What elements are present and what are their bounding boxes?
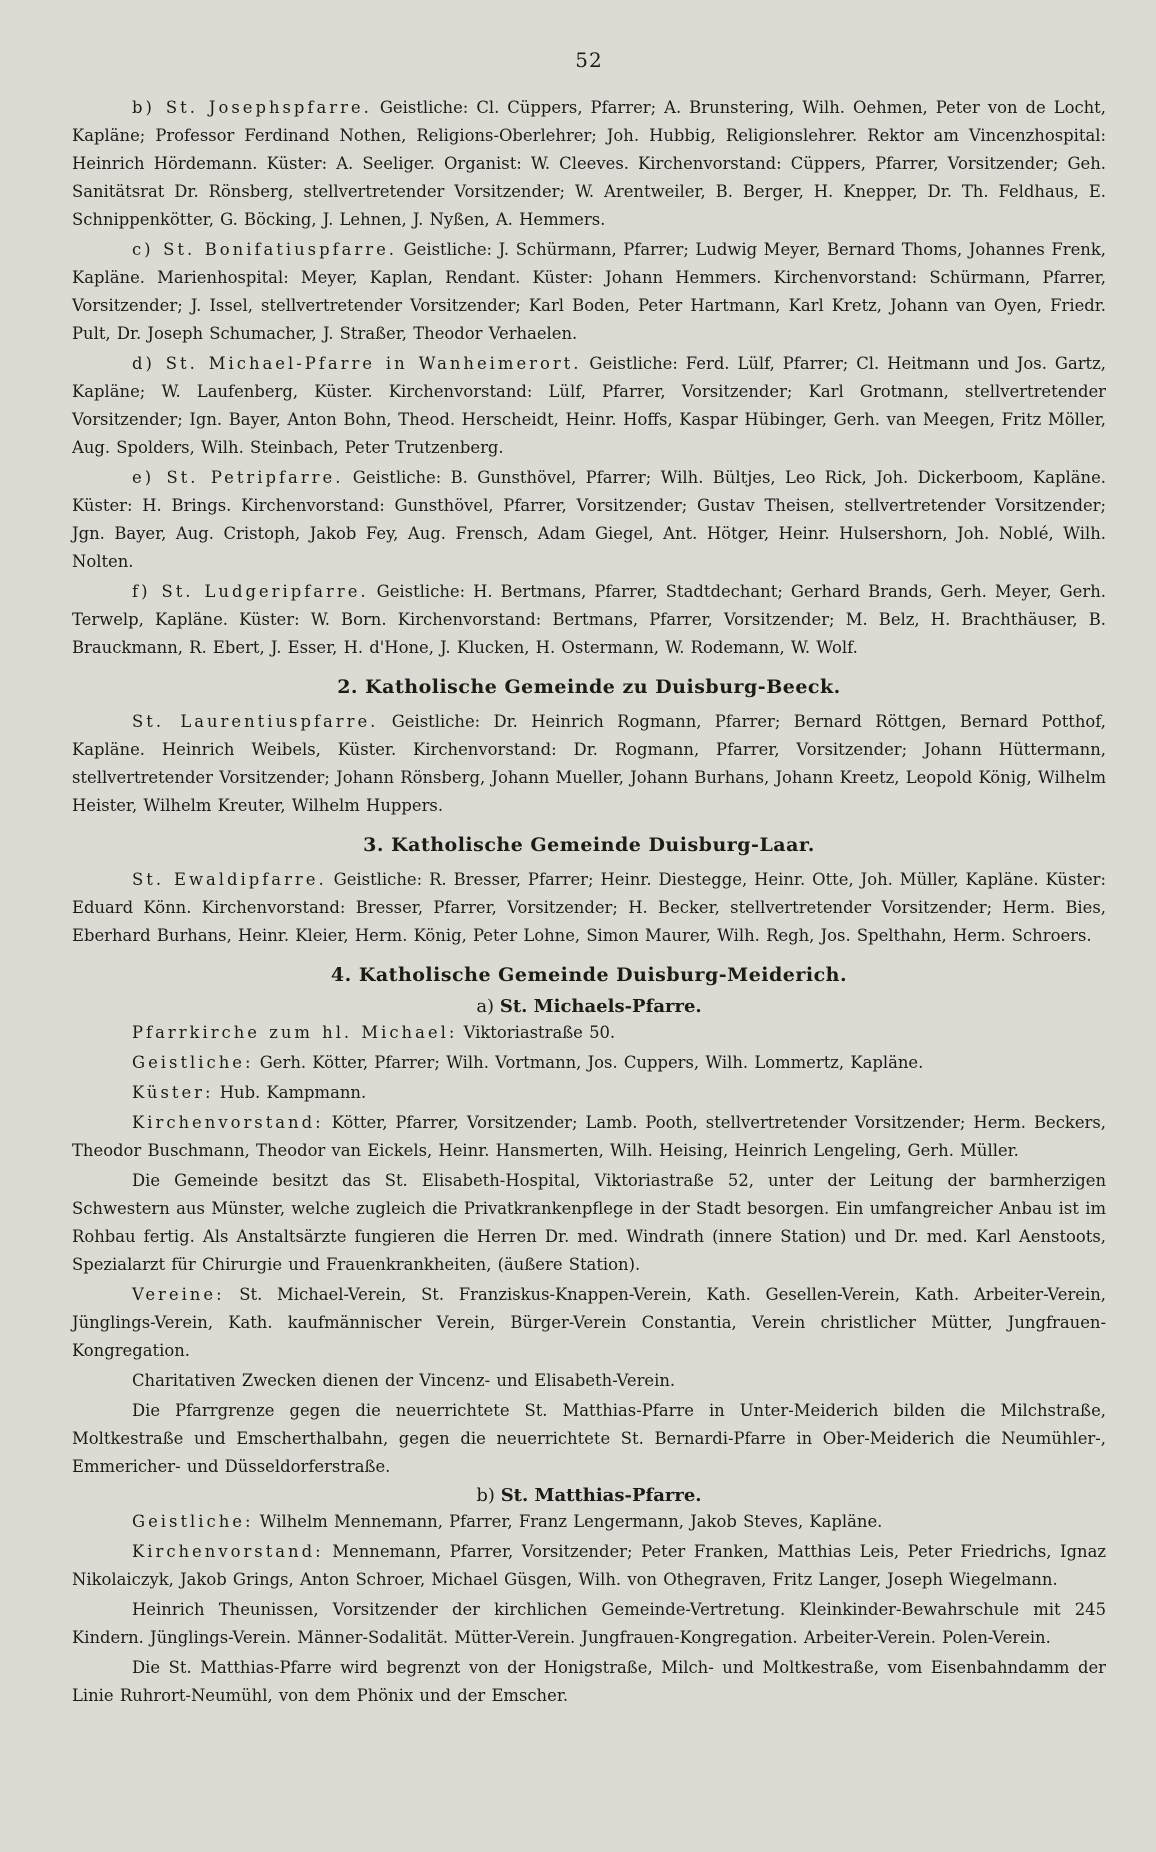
michaels-subheading (72, 996, 1106, 1017)
michaels-kuester-line (72, 1079, 1106, 1107)
ludgeri-text: Geistliche: H. Bertmans, Pfarrer, Stadtdechant; Gerhard Brands, Gerh. Meyer, Gerh. Terwelp, Kapläne. Küster: W. Born. Kirchenvorstand: Bertmans, Pfarrer, Vorsitzender; M. Belz, H. Brachthäuser, B. Brauckmann, R. Ebert, J. Esser, H. d'Hone, J. Klucken, H. Ostermann, W. Rodemann, W. Wolf. (72, 582, 1106, 657)
michaels-kuester-text: Hub. Kampmann. (219, 1083, 367, 1102)
meiderich-heading: 4. Katholische Gemeinde Duisburg-Meiderich. (330, 964, 848, 986)
michaels-subheading-name: St. Michaels-Pfarre. (499, 996, 702, 1017)
matthias-subheading-prefix: b) (476, 1485, 495, 1506)
michaels-vorstand-label: Kirchenvorstand: (132, 1113, 324, 1132)
laurentius-paragraph (72, 708, 1106, 820)
vereine-text: St. Michael-Verein, St. Franziskus-Knappen-Verein, Kath. Gesellen-Verein, Kath. Arbeiter-Verein, Jünglings-Verein, Kath. kaufmännischer Verein, Bürger-Verein Constantia, Verein christlicher Mütter, Jungfrauen-Kongregation. (72, 1285, 1106, 1360)
meiderich-section (72, 964, 1106, 1710)
michaels-vorstand-line (72, 1109, 1106, 1165)
beeck-heading: 2. Katholische Gemeinde zu Duisburg-Beeck. (337, 676, 841, 698)
matthias-grenze-paragraph: Die St. Matthias-Pfarre wird begrenzt von der Honigstraße, Milch- und Moltkestraße, vom Eisenbahndamm der Linie Ruhrort-Neumühl, von dem Phönix und der Emscher. (72, 1658, 1106, 1705)
michaels-geistliche-line (72, 1049, 1106, 1077)
petri-paragraph (72, 464, 1106, 576)
ewaldi-text: Geistliche: R. Bresser, Pfarrer; Heinr. Diestegge, Heinr. Otte, Joh. Müller, Kapläne. Küster: Eduard Könn. Kirchenvorstand: Bresser, Pfarrer, Vorsitzender; H. Becker, stellvertretender Vorsitzender; Herm. Bies, Eberhard Burhans, Heinr. Kleier, Herm. König, Peter Lohne, Simon Maurer, Wilh. Regh, Jos. Spelthahn, Herm. Schroers. (72, 870, 1107, 945)
josephs-text: Geistliche: Cl. Cüppers, Pfarrer; A. Brunstering, Wilh. Oehmen, Peter von de Locht, Kapläne; Professor Ferdinand Nothen, Religions-Oberlehrer; Joh. Hubbig, Religionslehrer. Rektor am Vincenzhospital: Heinrich Hördemann. Küster: A. Seeliger. Organist: W. Cleeves. Kirchenvorstand: Cüppers, Pfarrer, Vorsitzender; Geh. Sanitätsrat Dr. Rönsberg, stellvertretender Vorsitzender; W. Arentweiler, B. Berger, H. Knepper, Dr. Th. Feldhaus, E. Schnippenkötter, G. Böcking, J. Lehnen, J. Nyßen, A. Hemmers. (72, 98, 1106, 229)
ewaldi-paragraph (72, 866, 1106, 950)
matthias-subheading (72, 1485, 1106, 1506)
bonifatius-paragraph (72, 236, 1106, 348)
bonifatius-text: Geistliche: J. Schürmann, Pfarrer; Ludwig Meyer, Bernard Thoms, Johannes Frenk, Kapläne. Marienhospital: Meyer, Kaplan, Rendant. Küster: Johann Hemmers. Kirchenvorstand: Schürmann, Pfarrer, Vorsitzender; J. Issel, stellvertretender Vorsitzender; Karl Boden, Peter Hartmann, Karl Kretz, Johann van Oyen, Friedr. Pult, Dr. Joseph Schumacher, J. Straßer, Theodor Verhaelen. (72, 240, 1106, 343)
michaels-geistliche-text: Gerh. Kötter, Pfarrer; Wilh. Vortmann, Jos. Cuppers, Wilh. Lommertz, Kapläne. (259, 1053, 924, 1072)
josephs-label: b) St. Josephspfarre. (132, 98, 372, 117)
theunissen-paragraph: Heinrich Theunissen, Vorsitzender der kirchlichen Gemeinde-Vertretung. Kleinkinder-Bewahrschule mit 245 Kindern. Jünglings-Verein. Männer-Sodalität. Mütter-Verein. Jungfrauen-Kongregation. Arbeiter-Verein. Polen-Verein. (72, 1600, 1106, 1647)
laurentius-text: Geistliche: Dr. Heinrich Rogmann, Pfarrer; Bernard Röttgen, Bernard Potthof, Kapläne. Heinrich Weibels, Küster. Kirchenvorstand: Dr. Rogmann, Pfarrer, Vorsitzender; Johann Hüttermann, stellvertretender Vorsitzender; Johann Rönsberg, Johann Mueller, Johann Burhans, Johann Kreetz, Leopold König, Wilhelm Heister, Wilhelm Kreuter, Wilhelm Huppers. (72, 712, 1106, 815)
ludgeri-label: f) St. Ludgeripfarre. (132, 582, 369, 601)
michaels-kuester-label: Küster: (132, 1083, 214, 1102)
michaels-geistliche-label: Geistliche: (132, 1053, 254, 1072)
petri-text: Geistliche: B. Gunsthövel, Pfarrer; Wilh. Bültjes, Leo Rick, Joh. Dickerboom, Kapläne. Küster: H. Brings. Kirchenvorstand: Gunsthövel, Pfarrer, Vorsitzender; Gustav Theisen, stellvertretender Vorsitzender; Jgn. Bayer, Aug. Cristoph, Jakob Fey, Aug. Frensch, Adam Giegel, Ant. Hötger, Heinr. Hulsershorn, Joh. Noblé, Wilh. Nolten. (72, 468, 1106, 571)
laar-heading: 3. Katholische Gemeinde Duisburg-Laar. (363, 834, 815, 856)
hospital-paragraph: Die Gemeinde besitzt das St. Elisabeth-Hospital, Viktoriastraße 52, unter der Leitung der barmherzigen Schwestern aus Münster, welche zugleich die Privatkrankenpflege in der Stadt besorgen. Ein umfangreicher Anbau ist im Rohbau fertig. Als Anstaltsärzte fungieren die Herren Dr. med. Windrath (innere Station) und Dr. med. Karl Aenstoots, Spezialarzt für Chirurgie und Frauenkrankheiten, (äußere Station). (72, 1171, 1106, 1274)
petri-label: e) St. Petripfarre. (132, 468, 344, 487)
vereine-paragraph (72, 1281, 1106, 1365)
ludgeri-paragraph (72, 578, 1106, 662)
michaels-vorstand-text: Kötter, Pfarrer, Vorsitzender; Lamb. Pooth, stellvertretender Vorsitzender; Herm. Beckers, Theodor Buschmann, Theodor van Eickels, Heinr. Hansmerten, Wilh. Heising, Heinrich Lengeling, Gerh. Müller. (72, 1113, 1106, 1160)
page-number: 52 (575, 48, 603, 72)
matthias-geistliche-text: Wilhelm Mennemann, Pfarrer, Franz Lengermann, Jakob Steves, Kapläne. (259, 1512, 883, 1531)
matthias-geistliche-line (72, 1508, 1106, 1536)
pfarrkirche-text: Viktoriastraße 50. (463, 1023, 616, 1042)
vereine-label: Vereine: (132, 1285, 225, 1304)
charitativ-paragraph: Charitativen Zwecken dienen der Vincenz- und Elisabeth-Verein. (132, 1371, 676, 1390)
michaels-grenze-paragraph: Die Pfarrgrenze gegen die neuerrichtete St. Matthias-Pfarre in Unter-Meiderich bilden die Milchstraße, Moltkestraße und Emscherthalbahn, gegen die neuerrichtete St. Bernardi-Pfarre in Ober-Meiderich die Neumühler-, Emmericher- und Düsseldorferstraße. (72, 1401, 1106, 1476)
matthias-vorstand-label: Kirchenvorstand: (132, 1542, 324, 1561)
bonifatius-label: c) St. Bonifatiuspfarre. (132, 240, 397, 259)
michael-text: Geistliche: Ferd. Lülf, Pfarrer; Cl. Heitmann und Jos. Gartz, Kapläne; W. Laufenberg, Küster. Kirchenvorstand: Lülf, Pfarrer, Vorsitzender; Karl Grotmann, stellvertretender Vorsitzender; Ign. Bayer, Anton Bohn, Theod. Herscheidt, Heinr. Hoffs, Kaspar Hübinger, Gerh. van Meegen, Fritz Möller, Aug. Spolders, Wilh. Steinbach, Peter Trutzenberg. (72, 354, 1106, 457)
matthias-geistliche-label: Geistliche: (132, 1512, 254, 1531)
pfarrkirche-label: Pfarrkirche zum hl. Michael: (132, 1023, 458, 1042)
michael-paragraph (72, 350, 1106, 462)
matthias-subheading-name: St. Matthias-Pfarre. (500, 1485, 702, 1506)
duisburg-parishes (72, 94, 1106, 662)
laar-section (72, 834, 1106, 950)
michaels-subheading-prefix: a) (476, 996, 495, 1017)
josephs-paragraph (72, 94, 1106, 234)
ewaldi-label: St. Ewaldipfarre. (132, 870, 327, 889)
michael-label: d) St. Michael-Pfarre in Wanheimerort. (132, 354, 582, 373)
pfarrkirche-line (72, 1019, 1106, 1047)
beeck-section (72, 676, 1106, 820)
matthias-vorstand-line (72, 1538, 1106, 1594)
matthias-vorstand-text: Mennemann, Pfarrer, Vorsitzender; Peter Franken, Matthias Leis, Peter Friedrichs, Ignaz Nikolaiczyk, Jakob Grings, Anton Schroer, Michael Güsgen, Wilh. von Othegraven, Fritz Langer, Joseph Wiegelmann. (72, 1542, 1106, 1589)
laurentius-label: St. Laurentiuspfarre. (132, 712, 379, 731)
